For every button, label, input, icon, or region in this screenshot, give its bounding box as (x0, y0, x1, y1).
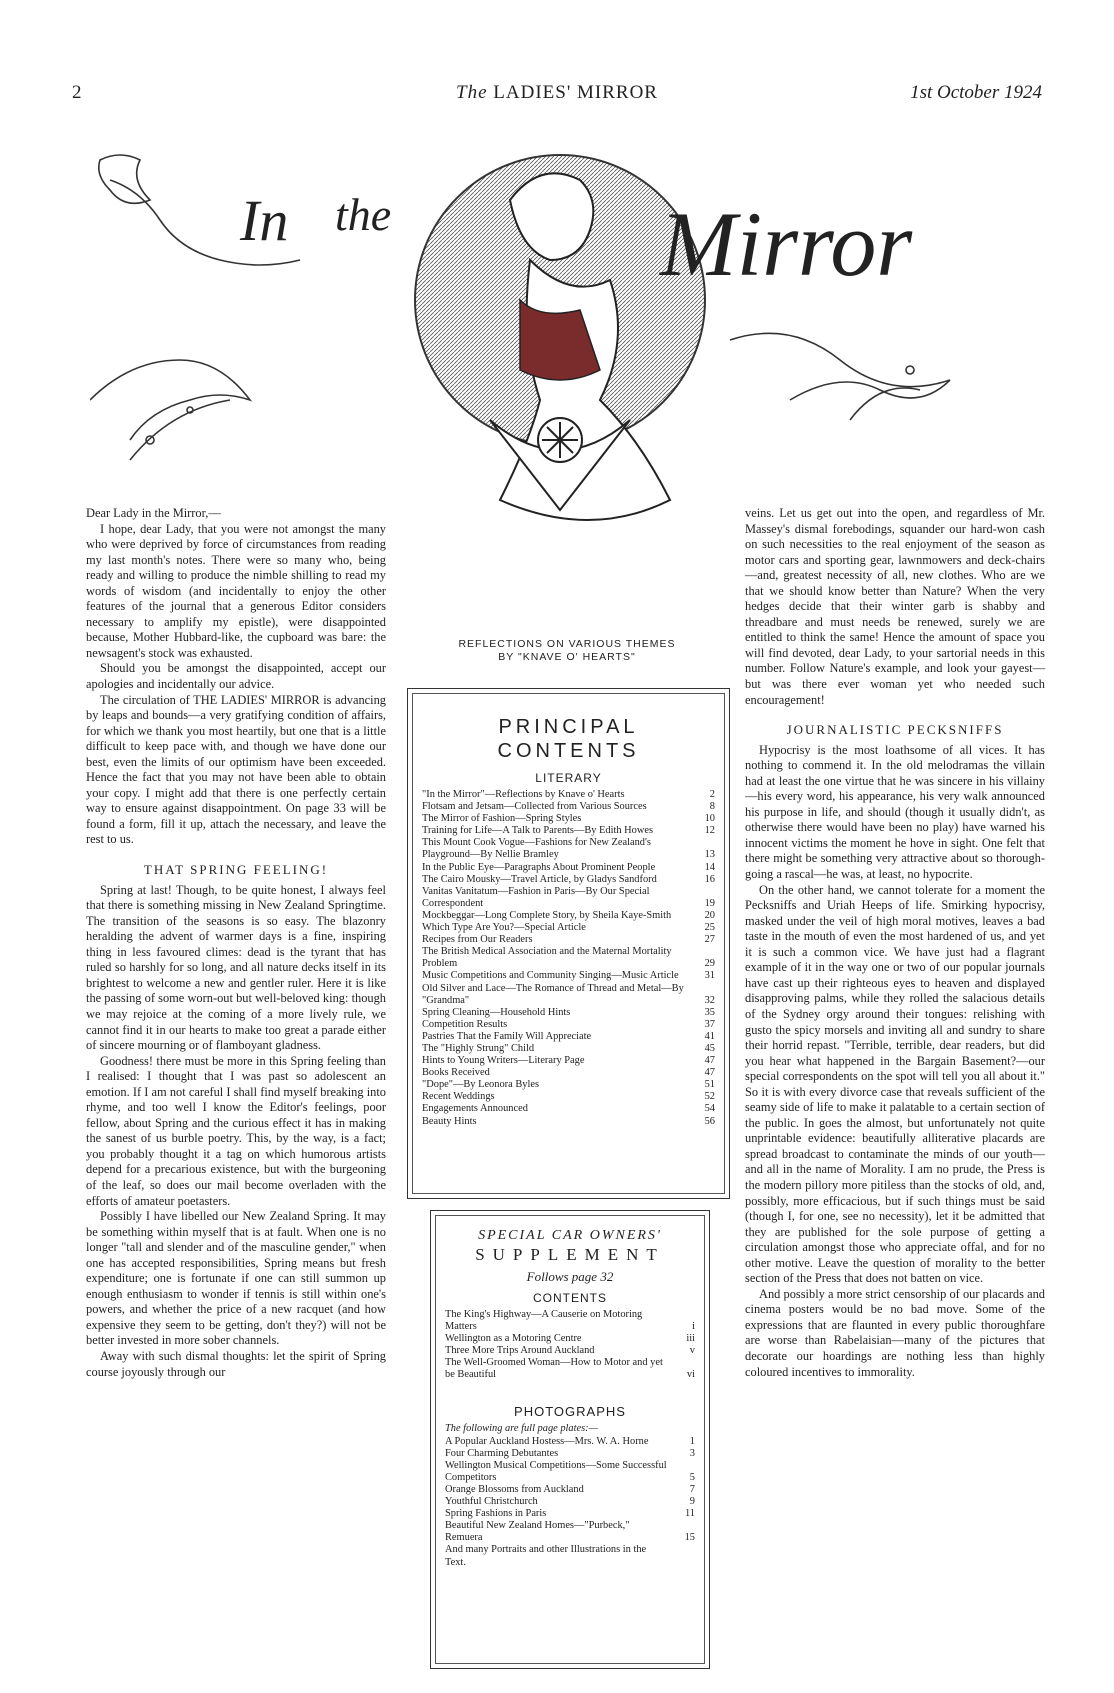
contents-entry-page: 15 (684, 1532, 695, 1544)
ornament-right (730, 333, 950, 420)
contents-entry-title: Youthful Christchurch (445, 1496, 538, 1508)
left-column (86, 506, 386, 1380)
contents-entry-page: 5 (689, 1471, 695, 1483)
photos-list (445, 1436, 695, 1569)
contents-entry-title: Four Charming Debutantes (445, 1447, 559, 1459)
reflections-line-1: REFLECTIONS ON VARIOUS THEMES (458, 638, 676, 650)
contents-entry (422, 862, 715, 874)
contents-entry-page: 19 (704, 897, 715, 909)
principal-contents-box (407, 688, 730, 1199)
reflections-caption (405, 638, 729, 664)
contents-entry-title: Beauty Hints (422, 1115, 477, 1127)
contents-entry (422, 983, 715, 1007)
contents-entry-title: The Mirror of Fashion—Spring Styles (422, 813, 582, 825)
contents-entry (422, 910, 715, 922)
contents-entry (445, 1357, 695, 1381)
contents-entry-title: Books Received (422, 1067, 490, 1079)
contents-entry (422, 1031, 715, 1043)
contents-entry-page: 2 (709, 789, 715, 800)
contents-entry-page: 11 (684, 1508, 695, 1520)
contents-entry-page: 1 (689, 1435, 695, 1447)
supplement-list (445, 1309, 695, 1382)
paragraph: I hope, dear Lady, that you were not amongst the many who were deprived by force of circumstances from reading my last month's notes. There were so many who, being ready and willing to produce the nimble shilling to read my words of wisdom (and incidentally to enjoy the other features of the journal that a generous Editor considers necessary to amplify my epistle), were disappointed because, Mother Hubbard-like, the cupboard was bare: the newsagent's stock was exhausted. (86, 521, 386, 660)
contents-entry-page: 20 (704, 909, 715, 921)
contents-entry-title: In the Public Eye—Paragraphs About Prominent People (422, 861, 656, 873)
contents-entry-page: 12 (704, 825, 715, 837)
contents-entry-title: Vanitas Vanitatum—Fashion in Paris—By Our Special Correspondent (422, 885, 650, 909)
contents-entry-title: Recent Weddings (422, 1091, 495, 1103)
contents-entry-page: 27 (704, 934, 715, 946)
contents-entry-page: iii (686, 1333, 695, 1345)
contents-entry (445, 1520, 695, 1544)
paragraph: veins. Let us get out into the open, and regardless of Mr. Massey's dismal forebodings, squander our hard-won cash on such necessities to the real enjoyment of the season as motor cars and sporting gear, lawnmowers and deck-chairs—and, greatest necessity of all, new clothes. Who are we that we should know better than Nature? When the very hedges decide that their winter garb is shabby and threadbare and must needs be renewed, surely we are entitled to think the same! Hence the amount of space you will find devoted, dear Lady, to your sartorial needs in this number. Follow Nature's example, and look your gayest—but was there ever woman yet who needed such encouragement! (745, 506, 1045, 707)
contents-title-line-2: CONTENTS (497, 740, 640, 762)
contents-entry-page: 3 (689, 1447, 695, 1459)
paragraph: Possibly I have libelled our New Zealand Spring. It may be something within myself that is at fault. When one is no longer "tall and slender and of the masculine gender," when one has accepted responsibilities, Spring means but fresh expenditure; one is fortunate if one can still summon up enough enthusiasm to wonder if tennis is still within one's powers, and whether the price of a new racquet (and how expensive they seem to be getting, don't they?) will not be better invested in more sober channels. (86, 1209, 386, 1348)
contents-entry-title: Music Competitions and Community Singing—Music Article (422, 970, 679, 982)
contents-entry-page: 9 (689, 1496, 695, 1508)
contents-entry (445, 1436, 695, 1448)
contents-entry (422, 801, 715, 813)
contents-entry-page: 47 (704, 1055, 715, 1067)
contents-entry-page: 13 (704, 849, 715, 861)
contents-entry-title: And many Portraits and other Illustrations in the Text. (445, 1544, 647, 1568)
contents-entry-title: Flotsam and Jetsam—Collected from Various Sources (422, 801, 647, 813)
contents-entry-title: Three More Trips Around Auckland (445, 1345, 595, 1357)
supplement-follows: Follows page 32 (526, 1269, 614, 1284)
contents-entry-title: The Cairo Mousky—Travel Article, by Gladys Sandford (422, 873, 657, 885)
contents-entry-page: 37 (704, 1018, 715, 1030)
contents-entry (422, 1079, 715, 1091)
paragraph: The circulation of THE LADIES' MIRROR is advancing by leaps and bounds—a very gratifying condition of affairs, for which we thank you most heartily, but one that is a little difficult to keep pace with, and though we have done our best, even the limits of our optimism have been exceeded. Hence the fact that you may not have been able to obtain your copy. I might add that there is one perfectly certain way to ensure against disappointment. On page 33 will be found a form, fill it up, attach the necessary, and leave the rest to us. (86, 692, 386, 847)
photos-heading: PHOTOGRAPHS (514, 1403, 626, 1419)
magazine-name: LADIES' MIRROR (493, 82, 658, 103)
contents-entry (422, 1067, 715, 1079)
contents-entry-page: i (692, 1321, 695, 1333)
contents-entry (422, 1055, 715, 1067)
contents-entry-title: Wellington Musical Competitions—Some Successful Competitors (445, 1459, 667, 1483)
contents-entry-title: Pastries That the Family Will Appreciate (422, 1030, 592, 1042)
contents-entry-page: 52 (704, 1091, 715, 1103)
contents-entry-page: 41 (704, 1030, 715, 1042)
contents-entry-title: Old Silver and Lace—The Romance of Thread and Metal—By "Grandma" (422, 982, 684, 1006)
contents-entry-page: 54 (704, 1103, 715, 1115)
paragraph: Hypocrisy is the most loathsome of all vices. It has nothing to commend it. In the old melodramas the villain had at least the one virtue that he was sincere in his villainy—his every word, his appearance, his very walk announced his purpose in life, and should (though it usually didn't, as otherwise there would have been no play) have warned his innocent victims the moment he hove in sight. One felt that there might be something very attractive about so thorough-going a rascal—he was, at least, no hypocrite. (745, 742, 1045, 882)
right-column (745, 506, 1045, 1380)
contents-entry (422, 825, 715, 837)
contents-entry-page: v (689, 1345, 695, 1357)
contents-entry-page: 51 (704, 1079, 715, 1091)
contents-entry-title: The "Highly Strung" Child (422, 1042, 535, 1054)
paragraph: On the other hand, we cannot tolerate for a moment the Pecksniffs and Uriah Heeps of life. Smirking hypocrisy, masked under the veil of high moral motives, leaves a bad taste in the mouth of even the most hardened of us, and yet it is such a common vice. We have just had a flagrant example of it in the way one or two of our popular journals have cast up their righteous eyes to heaven and displayed disapproving palms, while they rolled the salacious details of the Sydney orgy around their tongues: relishing with gusto the spicy morsels and inviting all and sundry to share their horrid repast. "Terrible, terrible, dear readers, but did you hear what happened in the Bargain Basement?—our special correspondents on the spot will tell you all about it." So it is with every divorce case that reveals sufficient of the seamy side of life to make it palatable to a certain section of the public. In goes the almost, but unfortunately not quite unprintable evidence: beautifully alliterative placards are spread broadcast to contaminate the minds of our youth—and all in the name of Morality. I am no prude, the Press is the modern pillory more pitiless than the stocks of old, and, possibly, more efficacious, but if such things must be said (though I, for one, see no necessity), let it be admitted that they are published for the sole purpose of getting a circulation amongst those who appreciate offal, and for no other motive. Leave the question of morality to the better section of the Press that does not batten on vice. (745, 882, 1045, 1286)
contents-entry (422, 922, 715, 934)
paragraph: Should you be amongst the disappointed, accept our apologies and incidentally our advice. (86, 661, 386, 692)
contents-entry-page: 45 (704, 1042, 715, 1054)
literary-heading: LITERARY (535, 771, 602, 785)
contents-entry (445, 1508, 695, 1520)
contents-entry (422, 1043, 715, 1055)
section-heading: JOURNALISTIC PECKSNIFFS (786, 722, 1004, 738)
contents-entry-page: 35 (704, 1006, 715, 1018)
paragraph: Away with such dismal thoughts: let the spirit of Spring course joyously through our (86, 1348, 386, 1379)
page-number: 2 (72, 82, 82, 103)
contents-entry-title: Which Type Are You?—Special Article (422, 922, 586, 934)
banner-title-the: the (335, 189, 392, 240)
paragraph: Goodness! there must be more in this Spring feeling than I realised: I thought that I was past so adolescent an emotion. If I am not careful I shall find myself breaking into rhyme, and too well I know the Editor's feelings, poor fellow, about Spring and the curious effect it has in making the sanest of us burble poetry. This, by the way, is a fact; you probably thought it a tag on which humorous artists depend for a precarious existence, but with the burgeoning of the leaf, so does our mail become overladen with the efforts of amateur poetasters. (86, 1053, 386, 1208)
contents-entry (422, 813, 715, 825)
contents-entry-page: 10 (704, 813, 715, 825)
contents-entry (445, 1448, 695, 1460)
contents-entry (422, 789, 715, 801)
contents-entry (422, 1116, 715, 1128)
contents-entry-title: Spring Fashions in Paris (445, 1508, 547, 1520)
paragraph: And possibly a more strict censorship of our placards and cinema posters would be no bad move. Some of the expressions that are flaunted in every public thoroughfare are worse than Rabelaisian—many of the pictures that decorate our hoardings are nothing less than highly coloured incentives to immorality. (745, 1286, 1045, 1379)
contents-entry-title: Competition Results (422, 1018, 508, 1030)
banner-title-in: In (240, 188, 289, 253)
salutation: Dear Lady in the Mirror,— (86, 506, 221, 520)
contents-entry-page: 32 (704, 994, 715, 1006)
contents-entry-title: Beautiful New Zealand Homes—"Purbeck," Remuera (445, 1520, 630, 1544)
contents-entry (422, 886, 715, 910)
contents-entry (422, 934, 715, 946)
contents-entry-title: The Well-Groomed Woman—How to Motor and yet be Beautiful (445, 1357, 663, 1381)
supplement-contents-heading: CONTENTS (533, 1291, 607, 1305)
contents-entry-title: This Mount Cook Vogue—Fashions for New Zealand's Playground—By Nellie Bramley (422, 837, 651, 861)
contents-entry-title: Spring Cleaning—Household Hints (422, 1006, 571, 1018)
contents-entry (422, 874, 715, 886)
reflections-line-2: BY "KNAVE O' HEARTS" (498, 651, 636, 663)
contents-entry (445, 1460, 695, 1484)
contents-entry (445, 1484, 695, 1496)
contents-entry-title: Engagements Announced (422, 1103, 528, 1115)
supplement-title: SPECIAL CAR OWNERS' (478, 1228, 662, 1243)
magazine-prefix: The (456, 82, 488, 103)
contents-entry-title: Mockbeggar—Long Complete Story, by Sheila Kaye-Smith (422, 909, 672, 921)
contents-entry (445, 1309, 695, 1333)
contents-entry-page: 47 (704, 1067, 715, 1079)
contents-entry-title: Orange Blossoms from Auckland (445, 1483, 584, 1495)
contents-entry (445, 1345, 695, 1357)
contents-entry-title: Hints to Young Writers—Literary Page (422, 1055, 585, 1067)
supplement-word: SUPPLEMENT (475, 1245, 665, 1264)
contents-entry (445, 1544, 695, 1568)
contents-entry-title: "In the Mirror"—Reflections by Knave o' Hearts (422, 789, 625, 800)
contents-entry (445, 1333, 695, 1345)
contents-entry-title: Wellington as a Motoring Centre (445, 1333, 582, 1345)
contents-entry-page: 29 (704, 958, 715, 970)
banner-title-mirror: Mirror (660, 193, 913, 295)
contents-entry-page: 25 (704, 922, 715, 934)
contents-entry-page: 8 (709, 801, 715, 813)
issue-date: 1st October 1924 (910, 82, 1042, 103)
contents-title-line-1: PRINCIPAL (498, 716, 639, 738)
contents-entry (422, 1007, 715, 1019)
contents-entry-title: Recipes from Our Readers (422, 934, 533, 946)
contents-entry (422, 837, 715, 861)
contents-entry-title: The British Medical Association and the Maternal Mortality Problem (422, 946, 672, 970)
supplement-box (430, 1210, 710, 1669)
contents-entry (422, 1019, 715, 1031)
contents-entry-title: A Popular Auckland Hostess—Mrs. W. A. Horne (445, 1435, 649, 1447)
contents-entry-page: 14 (704, 861, 715, 873)
contents-entry-page: 7 (689, 1483, 695, 1495)
photos-intro: The following are full page plates:— (445, 1422, 598, 1434)
contents-entry-page: vi (686, 1369, 695, 1381)
contents-entry-title: Training for Life—A Talk to Parents—By Edith Howes (422, 825, 654, 837)
contents-title (408, 715, 729, 763)
contents-entry-title: "Dope"—By Leonora Byles (422, 1079, 539, 1091)
contents-entry (422, 1103, 715, 1115)
contents-entry (422, 946, 715, 970)
contents-entry-page: 56 (704, 1115, 715, 1127)
contents-entry-page: 16 (704, 873, 715, 885)
literary-list (422, 789, 715, 1128)
contents-entry-page: 31 (704, 970, 715, 982)
paragraph: Spring at last! Though, to be quite honest, I always feel that there is something missing in New Zealand Springtime. The transition of the seasons is so easy. The blazonry heralding the advent of warmer days is a fine, inspiring thing in less favoured climes: dead is the tyrant that has ruled so harshly for so long, and all nature decks itself in its brightest to welcome a new and gentler ruler. Here it is like the passing of some worn-out but well-beloved king: though we may rejoice at the coming of a more lively rule, we cannot find it in our hearts to make too great a parade either of sincere mourning or of flamboyant gladness. (86, 882, 386, 1053)
contents-entry (422, 1091, 715, 1103)
contents-entry (445, 1496, 695, 1508)
section-heading: THAT SPRING FEELING! (143, 862, 329, 878)
contents-entry-title: The King's Highway—A Causerie on Motoring Matters (445, 1309, 643, 1333)
contents-entry (422, 970, 715, 982)
